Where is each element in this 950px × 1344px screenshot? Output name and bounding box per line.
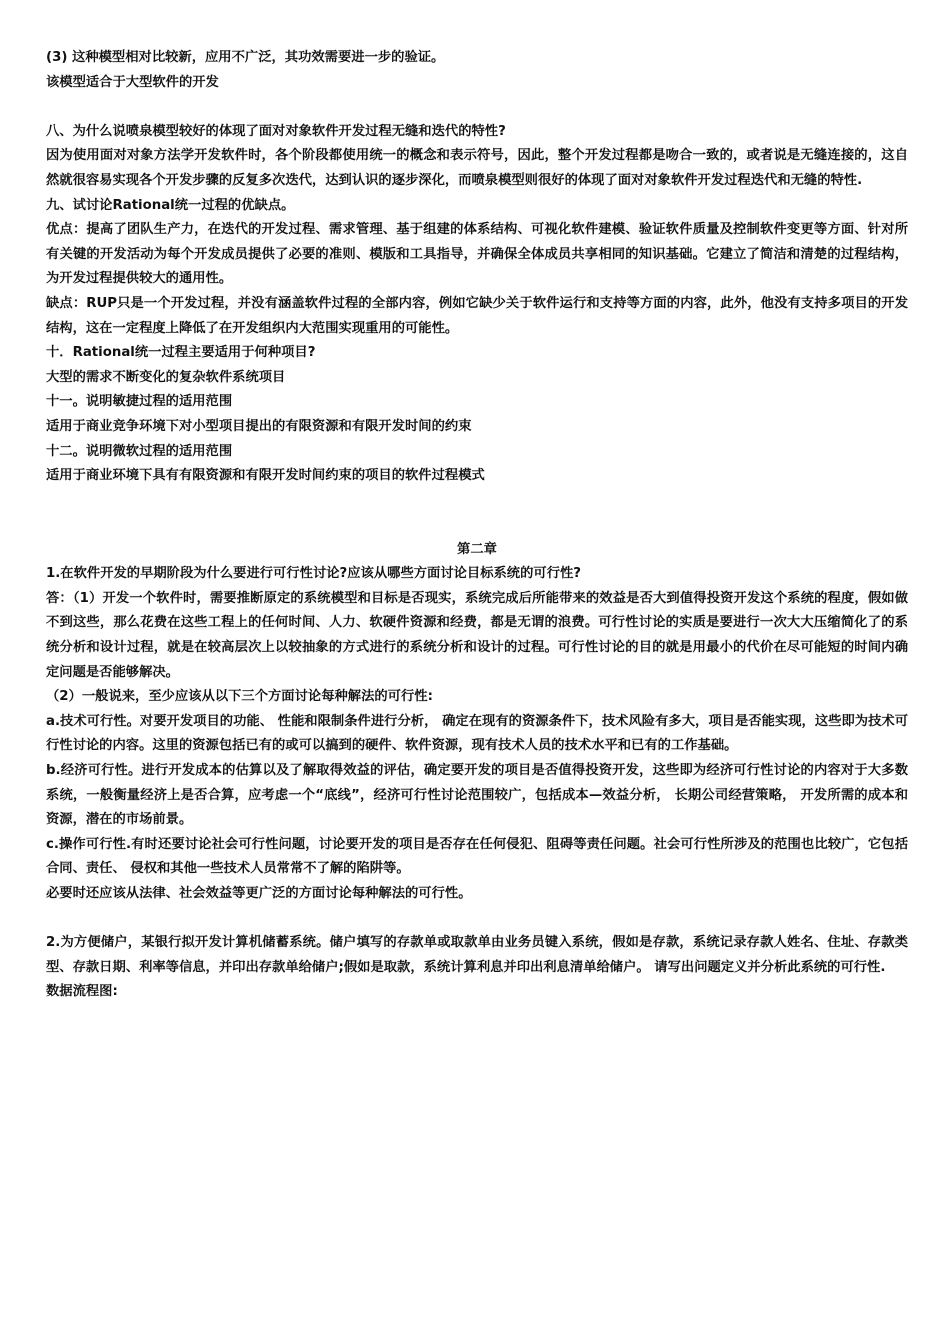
question-8: 八、为什么说喷泉模型较好的体现了面对对象软件开发过程无缝和迭代的特性? [46, 123, 506, 139]
model-suitability: 该模型适合于大型软件的开发 [46, 74, 219, 90]
chapter-title: 第二章 [457, 541, 497, 557]
ch2-answer-1-part1: 答：（1）开发一个软件时，需要推断原定的系统模型和目标是否现实，系统完成后所能带来的效益是否大到值得投资开发这个系统的程度，假如做不到这些，那么花费在这些工程上的任何时间、人力、软硬件资源和经费，都是无谓的浪费。可行性讨论的实质是要进行一次大大压缩简化了的系统分析和设计过程，就是在较高层次上以较抽象的方式进行的系统分析和设计的过程。可行性讨论的目的就是用最小的代价在尽可能短的时间内确定问题是否能够解决。 [46, 590, 908, 680]
question-10: 十．Rational统一过程主要适用于何种项目? [46, 345, 316, 361]
answer-9-pros: 优点：提高了团队生产力，在迭代的开发过程、需求管理、基于组建的体系结构、可视化软件建模、验证软件质量及控制软件变更等方面、针对所有关键的开发活动为每个开发成员提供了必要的准则、模版和工具指导，并确保全体成员共享相同的知识基础。它建立了简洁和清楚的过程结构，为开发过程提供较大的通用性。 [46, 222, 908, 287]
spacer [46, 907, 908, 932]
ch2-question-2: 2.为方便储户，某银行拟开发计算机储蓄系统。储户填写的存款单或取款单由业务员键入系统，假如是存款，系统记录存款人姓名、住址、存款类型、存款日期、利率等信息，并印出存款单给储户;假如是取款，系统计算利息并印出利息清单给储户。 请写出问题定义并分析此系统的可行性. [46, 935, 908, 975]
technical-feasibility: a.技术可行性。对要开发项目的功能、 性能和限制条件进行分析， 确定在现有的资源条件下，技术风险有多大，项目是否能实现，这些即为技术可行性讨论的内容。这里的资源包括已有的或可以搞到的硬件、软件资源，现有技术人员的技术水平和已有的工作基础。 [46, 713, 908, 754]
answer-12: 适用于商业环境下具有有限资源和有限开发时间约束的项目的软件过程模式 [46, 468, 485, 484]
model-drawback-3: (3) 这种模型相对比较新，应用不广泛，其功效需要进一步的验证。 [46, 50, 445, 65]
answer-11: 适用于商业竞争环境下对小型项目提出的有限资源和有限开发时间的约束 [46, 418, 472, 434]
data-flow-diagram-label: 数据流程图: [46, 984, 118, 1000]
answer-9-cons: 缺点：RUP只是一个开发过程，并没有涵盖软件过程的全部内容，例如它缺少关于软件运行和支持等方面的内容，此外，他没有支持多项目的开发结构，这在一定程度上降低了在开发组织内大范围实现重用的可能性。 [46, 295, 908, 336]
spacer [46, 489, 908, 538]
ch2-question-1: 1.在软件开发的早期阶段为什么要进行可行性讨论?应该从哪些方面讨论目标系统的可行性? [46, 566, 582, 582]
operational-feasibility: c.操作可行性.有时还要讨论社会可行性问题，讨论要开发的项目是否存在任何侵犯、阻碍等责任问题。社会可行性所涉及的范围也比较广，它包括合同、责任、 侵权和其他一些技术人员常常不了解的陷阱等。 [46, 836, 908, 877]
question-12: 十二。说明微软过程的适用范围 [46, 443, 233, 459]
answer-10: 大型的需求不断变化的复杂软件系统项目 [46, 369, 286, 385]
answer-8: 因为使用面对对象方法学开发软件时，各个阶段都使用统一的概念和表示符号，因此，整个开发过程都是吻合一致的，或者说是无缝连接的，这自然就很容易实现各个开发步骤的反复多次迭代，达到认识的逐步深化，而喷泉模型则很好的体现了面对对象软件开发过程迭代和无缝的特性. [46, 148, 908, 188]
document-page [46, 46, 908, 1005]
spacer [46, 95, 908, 120]
question-11: 十一。说明敏捷过程的适用范围 [46, 394, 233, 410]
feasibility-note: 必要时还应该从法律、社会效益等更广泛的方面讨论每种解法的可行性。 [46, 886, 472, 901]
economic-feasibility: b.经济可行性。进行开发成本的估算以及了解取得效益的评估，确定要开发的项目是否值得投资开发，这些即为经济可行性讨论的内容对于大多数系统，一般衡量经济上是否合算，应考虑一个“底线”，经济可行性讨论范围较广，包括成本—效益分析， 长期公司经营策略， 开发所需的成本和资源，潜在的市场前景。 [46, 763, 908, 828]
question-9: 九、试讨论Rational统一过程的优缺点。 [46, 197, 295, 213]
ch2-answer-1-part2: （2）一般说来，至少应该从以下三个方面讨论每种解法的可行性: [46, 689, 433, 705]
